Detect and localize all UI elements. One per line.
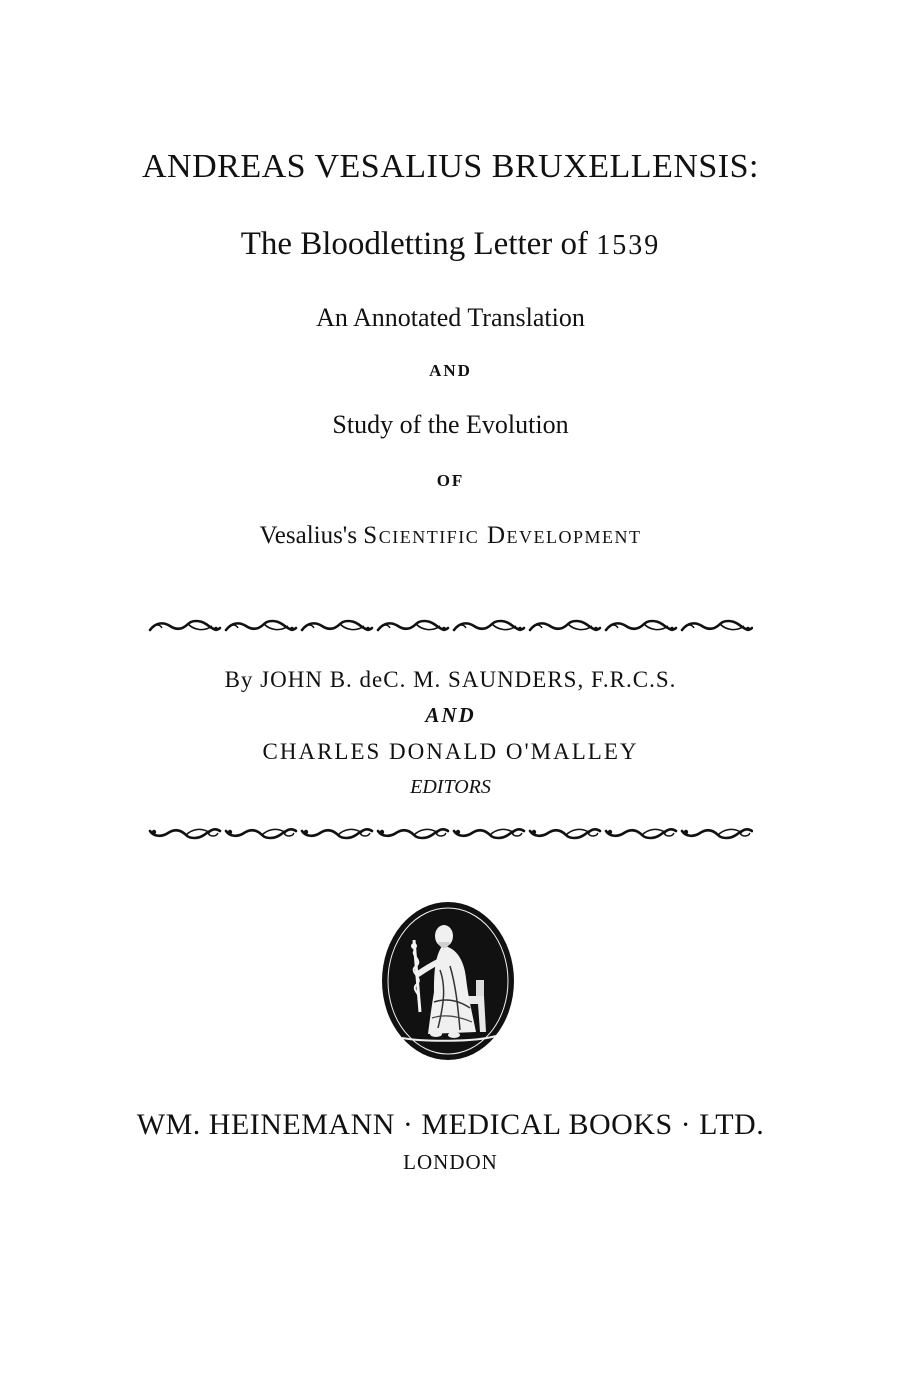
- description-line-1: An Annotated Translation: [316, 303, 585, 332]
- description-line-3: [0, 523, 901, 548]
- editors-label: EDITORS: [410, 776, 491, 798]
- description-line-3-start: Vesalius's: [259, 522, 364, 549]
- publisher-city: LONDON: [403, 1150, 498, 1174]
- scroll-ornament-icon: [148, 616, 753, 636]
- book-subtitle: [0, 228, 901, 261]
- conjunction-and: AND: [429, 361, 472, 380]
- conjunction-of: OF: [436, 471, 465, 490]
- publisher-name: WM. HEINEMANN · MEDICAL BOOKS · LTD.: [136, 1108, 765, 1141]
- author-line-2: CHARLES DONALD O'MALLEY: [262, 739, 639, 764]
- description-line-3-smallcaps: Scientific Development: [363, 522, 642, 549]
- author-conjunction: AND: [425, 703, 476, 727]
- seated-figure-medallion-icon: [380, 900, 516, 1062]
- author-line-1: By JOHN B. deC. M. SAUNDERS, F.R.C.S.: [224, 667, 677, 692]
- description-line-2: Study of the Evolution: [332, 410, 569, 439]
- book-title: ANDREAS VESALIUS BRUXELLENSIS:: [142, 148, 759, 185]
- scroll-ornament-icon: [148, 823, 753, 843]
- subtitle-text: The Bloodletting Letter of: [240, 226, 597, 262]
- subtitle-year: 1539: [596, 230, 661, 261]
